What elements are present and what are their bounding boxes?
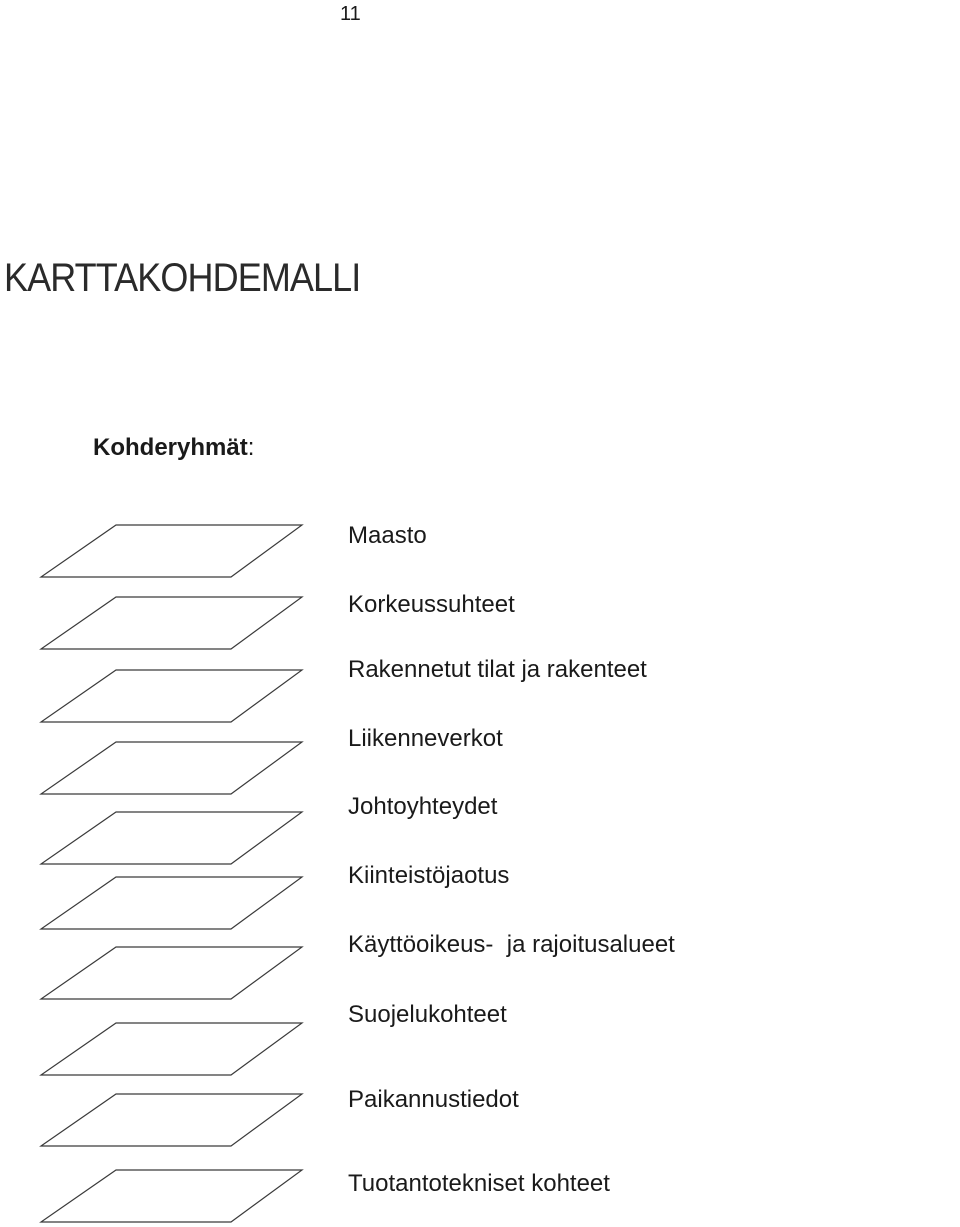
layer-item — [36, 593, 936, 653]
layer-plane-icon — [36, 593, 304, 653]
layer-plane-icon — [36, 873, 304, 933]
layer-label: Liikenneverkot — [348, 725, 503, 752]
layer-plane-icon — [36, 666, 304, 726]
page-number: 11 — [340, 3, 361, 25]
layer-label: Rakennetut tilat ja rakenteet — [348, 656, 647, 683]
layer-label: Tuotantotekniset kohteet — [348, 1170, 610, 1197]
layer-label: Käyttöoikeus- ja rajoitusalueet — [348, 931, 675, 958]
layer-label: Paikannustiedot — [348, 1086, 519, 1113]
section-heading-text: Kohderyhmät — [93, 434, 248, 461]
layer-label: Maasto — [348, 522, 427, 549]
section-heading-colon: : — [247, 434, 255, 461]
layer-plane-icon — [36, 1090, 304, 1150]
layer-item — [36, 725, 936, 798]
document-title: KARTTAKOHDEMALLI — [4, 256, 361, 300]
layer-item — [36, 521, 936, 581]
layer-item — [36, 931, 936, 1003]
layer-item — [36, 862, 936, 933]
layer-label: Korkeussuhteet — [348, 591, 515, 618]
layer-plane-icon — [36, 943, 304, 1003]
layer-item — [36, 656, 936, 726]
layer-label: Suojelukohteet — [348, 1001, 507, 1028]
layer-plane-icon — [36, 1166, 304, 1226]
layer-plane-icon — [36, 738, 304, 798]
layer-item — [36, 793, 936, 868]
layer-item — [36, 1166, 936, 1226]
layer-plane-icon — [36, 521, 304, 581]
layer-plane-icon — [36, 808, 304, 868]
layer-item — [36, 1001, 936, 1079]
layer-label: Johtoyhteydet — [348, 793, 498, 820]
layer-plane-icon — [36, 1019, 304, 1079]
layer-item — [36, 1086, 936, 1150]
layer-label: Kiinteistöjaotus — [348, 862, 510, 889]
